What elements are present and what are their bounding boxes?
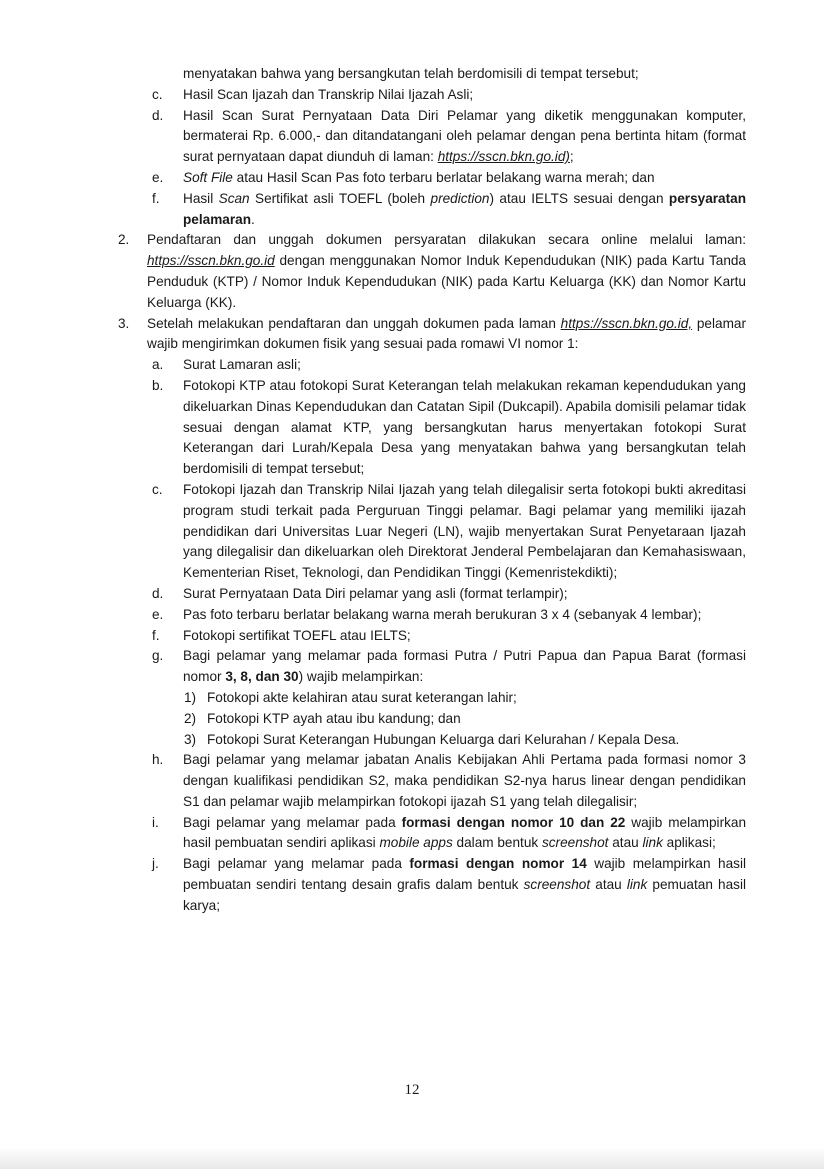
list-item-text: Bagi pelamar yang melamar pada formasi dengan nomor 14 wajib melampirkan hasil pembuatan sendiri tentang desain grafis dalam bentuk screenshot atau link pemuatan hasil karya; xyxy=(183,856,746,913)
sub-item-c xyxy=(0,480,824,584)
page-content xyxy=(0,64,824,917)
list-marker: d. xyxy=(152,107,164,123)
list-marker: a. xyxy=(152,357,164,373)
continued-line xyxy=(0,64,824,85)
sub-item-h xyxy=(0,750,824,812)
list-marker: d. xyxy=(152,585,164,601)
list-item-text: Bagi pelamar yang melamar pada formasi Putra / Putri Papua dan Papua Barat (formasi nomor 3, 8, dan 30) wajib melampirkan: xyxy=(183,648,746,685)
sub-sub-item-2 xyxy=(0,709,824,730)
list-marker: i. xyxy=(152,814,159,830)
list-item-text: Fotokopi Ijazah dan Transkrip Nilai Ijazah yang telah dilegalisir serta fotokopi bukti akreditasi program studi terkait pada Perguruan Tinggi pelamar. Bagi pelamar yang memiliki ijazah pendidikan dari Universitas Luar Negeri (LN), wajib menyertakan Surat Penyetaraan Ijazah yang dilegalisir dan dikeluarkan oleh Direktorat Jenderal Pembelajaran dan Kemahasiswaan, Kementerian Riset, Teknologi, dan Pendidikan Tinggi (Kemenristekdikti); xyxy=(183,481,746,581)
sub-item-i xyxy=(0,813,824,855)
numbered-item-3 xyxy=(0,314,824,356)
list-item-text: Hasil Scan Surat Pernyataan Data Diri Pelamar yang diketik menggunakan komputer, bermaterai Rp. 6.000,- dan ditandatangani oleh pelamar dengan pena bertinta hitam (format surat pernyataan dapat diunduh di laman: https://sscn.bkn.go.id); xyxy=(183,107,746,165)
list-marker: c. xyxy=(152,86,163,102)
paragraph-text: menyatakan bahwa yang bersangkutan telah berdomisili di tempat tersebut; xyxy=(183,66,639,81)
scan-edge-shadow xyxy=(0,1147,824,1169)
list-item-d xyxy=(0,106,824,168)
sub-sub-item-3 xyxy=(0,730,824,751)
sscn-link[interactable]: https://sscn.bkn.go.id xyxy=(147,253,275,269)
list-marker: f. xyxy=(152,627,160,643)
sub-item-b xyxy=(0,376,824,480)
list-item-e xyxy=(0,168,824,189)
list-item-text: Bagi pelamar yang melamar pada formasi dengan nomor 10 dan 22 wajib melampirkan hasil pembuatan sendiri aplikasi mobile apps dalam bentuk screenshot atau link aplikasi; xyxy=(183,814,747,851)
list-item-text: Fotokopi KTP atau fotokopi Surat Keterangan telah melakukan rekaman kependudukan yang dikeluarkan Dinas Kependudukan dan Catatan Sipil (Dukcapil). Apabila domisili pelamar tidak sesuai dengan alamat KTP, yang bersangkutan harus menyertakan fotokopi Surat Keterangan dari Lurah/Kepala Desa yang menyatakan bahwa yang bersangkutan telah berdomisili di tempat tersebut; xyxy=(183,377,746,477)
list-item-text: Fotokopi akte kelahiran atau surat keterangan lahir; xyxy=(207,689,517,705)
sub-item-e xyxy=(0,605,824,626)
list-item-text: Setelah melakukan pendaftaran dan unggah dokumen pada laman https://sscn.bkn.go.id, pelamar wajib mengirimkan dokumen fisik yang sesuai pada romawi VI nomor 1: xyxy=(147,315,746,352)
list-marker: 3) xyxy=(184,731,197,747)
list-marker: h. xyxy=(152,752,164,768)
sscn-link[interactable]: https://sscn.bkn.go.id, xyxy=(560,315,693,331)
list-item-text: Hasil Scan Ijazah dan Transkrip Nilai Ijazah Asli; xyxy=(183,86,474,102)
sub-item-d xyxy=(0,584,824,605)
list-item-text: Surat Lamaran asli; xyxy=(183,357,301,373)
list-marker: g. xyxy=(152,648,164,664)
list-item-text: Hasil Scan Sertifikat asli TOEFL (boleh prediction) atau IELTS sesuai dengan persyaratan pelamaran. xyxy=(183,190,746,227)
sub-item-a xyxy=(0,355,824,376)
list-item-text: Fotokopi sertifikat TOEFL atau IELTS; xyxy=(183,627,411,643)
list-item-text: Pendaftaran dan unggah dokumen persyaratan dilakukan secara online melalui laman: https://sscn.bkn.go.id dengan menggunakan Nomor Induk Kependudukan (NIK) pada Kartu Tanda Penduduk (KTP) / Nomor Induk Kependudukan (NIK) pada Kartu Keluarga (KK) dan Nomor Kartu Keluarga (KK). xyxy=(147,232,746,310)
list-marker: e. xyxy=(152,606,164,622)
list-item-c xyxy=(0,85,824,106)
sub-item-f xyxy=(0,626,824,647)
list-marker: c. xyxy=(152,481,163,497)
list-item-text: Soft File atau Hasil Scan Pas foto terbaru berlatar belakang warna merah; dan xyxy=(183,169,655,185)
list-marker: j. xyxy=(152,856,159,872)
sub-item-j xyxy=(0,854,824,916)
list-marker: 2) xyxy=(184,710,197,726)
list-marker: 2. xyxy=(118,232,130,248)
list-item-text: Pas foto terbaru berlatar belakang warna merah berukuran 3 x 4 (sebanyak 4 lembar); xyxy=(183,606,702,622)
sscn-link[interactable]: https://sscn.bkn.go.id) xyxy=(437,149,570,165)
sub-item-g xyxy=(0,646,824,688)
page-number: 12 xyxy=(404,1082,420,1098)
numbered-item-2 xyxy=(0,230,824,313)
list-marker: 3. xyxy=(118,315,130,331)
list-item-text: Bagi pelamar yang melamar jabatan Analis Kebijakan Ahli Pertama pada formasi nomor 3 dengan kualifikasi pendidikan S2, maka pendidikan S2-nya harus linear dengan pendidikan S1 dan pelamar wajib melampirkan fotokopi ijazah S1 yang telah dilegalisir; xyxy=(183,752,746,809)
list-item-text: Surat Pernyataan Data Diri pelamar yang asli (format terlampir); xyxy=(183,585,568,601)
list-item-text: Fotokopi KTP ayah atau ibu kandung; dan xyxy=(207,710,461,726)
list-item-f xyxy=(0,189,824,231)
list-marker: f. xyxy=(152,190,160,206)
list-marker: b. xyxy=(152,377,164,393)
list-item-text: Fotokopi Surat Keterangan Hubungan Keluarga dari Kelurahan / Kepala Desa. xyxy=(207,731,680,747)
list-marker: 1) xyxy=(184,689,197,705)
sub-sub-item-1 xyxy=(0,688,824,709)
list-marker: e. xyxy=(152,169,164,185)
